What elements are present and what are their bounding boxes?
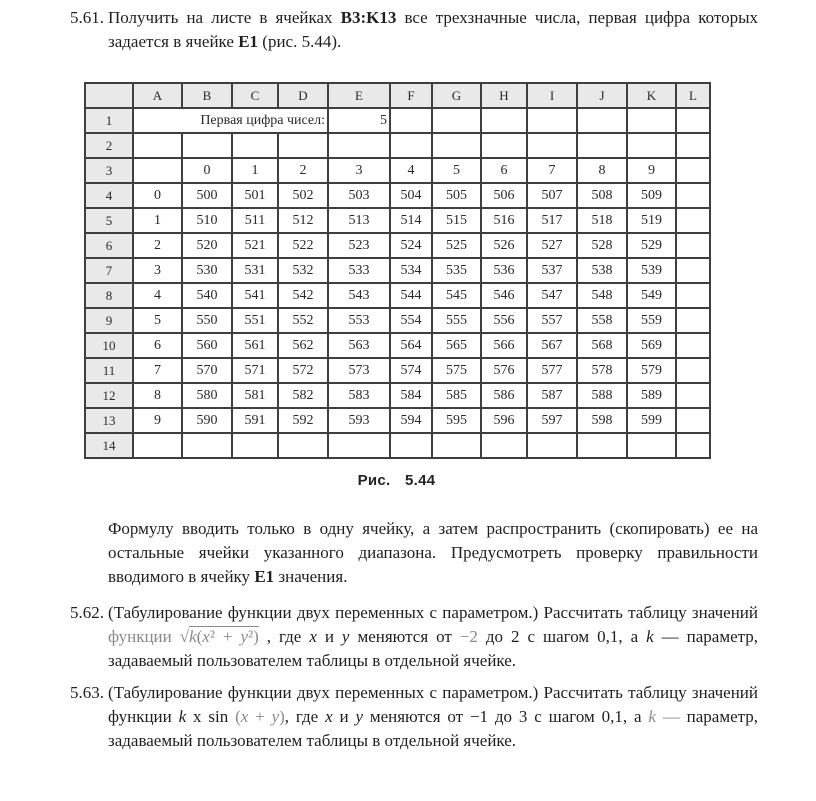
empty-cell: [481, 433, 527, 458]
number-cell: 594: [390, 408, 432, 433]
empty-cell: [676, 208, 710, 233]
column-digit-cell: 2: [278, 158, 328, 183]
number-cell: 522: [278, 233, 328, 258]
number-cell: 519: [627, 208, 676, 233]
number-cell: 599: [627, 408, 676, 433]
column-digit-cell: 8: [577, 158, 627, 183]
number-cell: 530: [182, 258, 232, 283]
number-cell: 502: [278, 183, 328, 208]
empty-cell: [627, 133, 676, 158]
number-cell: 507: [527, 183, 577, 208]
column-header-d: D: [278, 83, 328, 108]
number-cell: 574: [390, 358, 432, 383]
problem-5-61: [70, 6, 758, 54]
column-header-l: L: [676, 83, 710, 108]
row-number: 4: [85, 183, 133, 208]
number-cell: 526: [481, 233, 527, 258]
number-cell: 551: [232, 308, 278, 333]
number-cell: 509: [627, 183, 676, 208]
number-cell: 527: [527, 233, 577, 258]
column-header-g: G: [432, 83, 481, 108]
number-cell: 582: [278, 383, 328, 408]
number-cell: 553: [328, 308, 390, 333]
number-cell: 536: [481, 258, 527, 283]
empty-cell: [232, 133, 278, 158]
number-cell: 569: [627, 333, 676, 358]
sheet-row-6: [85, 233, 710, 258]
column-header-b: B: [182, 83, 232, 108]
number-cell: 568: [577, 333, 627, 358]
empty-cell: [676, 433, 710, 458]
number-cell: 533: [328, 258, 390, 283]
column-header-k: K: [627, 83, 676, 108]
empty-cell: [676, 333, 710, 358]
number-cell: 503: [328, 183, 390, 208]
number-cell: 554: [390, 308, 432, 333]
empty-cell: [182, 433, 232, 458]
row-number: 6: [85, 233, 133, 258]
number-cell: 531: [232, 258, 278, 283]
empty-cell: [278, 133, 328, 158]
number-cell: 501: [232, 183, 278, 208]
number-cell: 592: [278, 408, 328, 433]
spreadsheet-figure: [84, 82, 711, 459]
number-cell: 505: [432, 183, 481, 208]
number-cell: 579: [627, 358, 676, 383]
column-header-f: F: [390, 83, 432, 108]
number-cell: 500: [182, 183, 232, 208]
number-cell: 573: [328, 358, 390, 383]
empty-cell: [527, 108, 577, 133]
row-digit-cell: 4: [133, 283, 182, 308]
problem-number-5-62: 5.62.: [70, 603, 104, 622]
empty-cell: [527, 133, 577, 158]
number-cell: 547: [527, 283, 577, 308]
number-cell: 506: [481, 183, 527, 208]
empty-cell: [328, 133, 390, 158]
row-number: 13: [85, 408, 133, 433]
column-header-h: H: [481, 83, 527, 108]
number-cell: 552: [278, 308, 328, 333]
row-digit-cell: 9: [133, 408, 182, 433]
number-cell: 580: [182, 383, 232, 408]
column-digit-cell: 0: [182, 158, 232, 183]
row-number: 8: [85, 283, 133, 308]
number-cell: 534: [390, 258, 432, 283]
empty-cell: [676, 233, 710, 258]
number-cell: 572: [278, 358, 328, 383]
number-cell: 520: [182, 233, 232, 258]
number-cell: 532: [278, 258, 328, 283]
row-number: 11: [85, 358, 133, 383]
sheet-row-13: [85, 408, 710, 433]
number-cell: 549: [627, 283, 676, 308]
empty-cell: [133, 433, 182, 458]
number-cell: 585: [432, 383, 481, 408]
empty-cell: [390, 108, 432, 133]
number-cell: 548: [577, 283, 627, 308]
number-cell: 558: [577, 308, 627, 333]
number-cell: 510: [182, 208, 232, 233]
row-number: 12: [85, 383, 133, 408]
empty-cell: [182, 133, 232, 158]
number-cell: 557: [527, 308, 577, 333]
number-cell: 508: [577, 183, 627, 208]
number-cell: 528: [577, 233, 627, 258]
number-cell: 524: [390, 233, 432, 258]
row-digit-cell: 7: [133, 358, 182, 383]
number-cell: 514: [390, 208, 432, 233]
empty-cell: [432, 433, 481, 458]
empty-cell: [328, 433, 390, 458]
number-cell: 511: [232, 208, 278, 233]
number-cell: 535: [432, 258, 481, 283]
empty-cell: [481, 133, 527, 158]
column-header-row: [85, 83, 710, 108]
empty-cell: [432, 108, 481, 133]
column-header-j: J: [577, 83, 627, 108]
number-cell: 525: [432, 233, 481, 258]
empty-cell: [676, 158, 710, 183]
empty-cell: [627, 108, 676, 133]
sheet-row-3: [85, 158, 710, 183]
number-cell: 587: [527, 383, 577, 408]
row-digit-cell: 8: [133, 383, 182, 408]
row-digit-cell: 6: [133, 333, 182, 358]
number-cell: 584: [390, 383, 432, 408]
number-cell: 545: [432, 283, 481, 308]
column-header-e: E: [328, 83, 390, 108]
number-cell: 565: [432, 333, 481, 358]
empty-cell: [390, 433, 432, 458]
problem-number-5-61: 5.61.: [70, 8, 104, 27]
number-cell: 577: [527, 358, 577, 383]
empty-cell: [278, 433, 328, 458]
problem-number-5-63: 5.63.: [70, 683, 104, 702]
empty-cell: [133, 133, 182, 158]
number-cell: 596: [481, 408, 527, 433]
sheet-row-9: [85, 308, 710, 333]
column-digit-cell: 3: [328, 158, 390, 183]
column-header-c: C: [232, 83, 278, 108]
number-cell: 544: [390, 283, 432, 308]
number-cell: 521: [232, 233, 278, 258]
row-number: 7: [85, 258, 133, 283]
number-cell: 555: [432, 308, 481, 333]
number-cell: 575: [432, 358, 481, 383]
number-cell: 515: [432, 208, 481, 233]
row-digit-cell: 0: [133, 183, 182, 208]
number-cell: 581: [232, 383, 278, 408]
row-number: 14: [85, 433, 133, 458]
number-cell: 540: [182, 283, 232, 308]
number-cell: 529: [627, 233, 676, 258]
number-cell: 550: [182, 308, 232, 333]
sheet-row-12: [85, 383, 710, 408]
number-cell: 590: [182, 408, 232, 433]
empty-cell: [577, 108, 627, 133]
number-cell: 564: [390, 333, 432, 358]
number-cell: 546: [481, 283, 527, 308]
problem-5-62: [70, 601, 758, 673]
column-digit-cell: 5: [432, 158, 481, 183]
empty-cell: [676, 383, 710, 408]
number-cell: 561: [232, 333, 278, 358]
sheet-row-2: [85, 133, 710, 158]
number-cell: 523: [328, 233, 390, 258]
sheet-row-14: [85, 433, 710, 458]
number-cell: 559: [627, 308, 676, 333]
row-number: 1: [85, 108, 133, 133]
problem-5-63-text: (Табулирование функции двух переменных с параметром.) Рассчитать таблицу значений функции k x sin (x + y), где x и y меняются от −1 до 3 с шагом 0,1, а k — параметр, задаваемый пользователем таблицы в отдельной ячейке.: [108, 683, 759, 750]
number-cell: 595: [432, 408, 481, 433]
problem-5-61-continuation: Формулу вводить только в одну ячейку, а затем распространить (скопировать) ее на остальные ячейки указанного диапазона. Предусмотреть проверку правильности вводимого в ячейку E1 значения.: [108, 519, 758, 586]
corner-cell: [85, 83, 133, 108]
number-cell: 560: [182, 333, 232, 358]
empty-cell: [133, 158, 182, 183]
empty-cell: [432, 133, 481, 158]
number-cell: 538: [577, 258, 627, 283]
number-cell: 593: [328, 408, 390, 433]
number-cell: 591: [232, 408, 278, 433]
number-cell: 537: [527, 258, 577, 283]
column-header-i: I: [527, 83, 577, 108]
empty-cell: [390, 133, 432, 158]
column-header-a: A: [133, 83, 182, 108]
sheet-row-4: [85, 183, 710, 208]
row-number: 10: [85, 333, 133, 358]
sheet-row-8: [85, 283, 710, 308]
number-cell: 556: [481, 308, 527, 333]
empty-cell: [676, 108, 710, 133]
spreadsheet-body: [85, 83, 710, 458]
number-cell: 516: [481, 208, 527, 233]
number-cell: 563: [328, 333, 390, 358]
number-cell: 541: [232, 283, 278, 308]
problem-5-62-text: (Табулирование функции двух переменных с параметром.) Рассчитать таблицу значений функции √k(x² + y²) , где x и y меняются от −2 до 2 с шагом 0,1, а k — параметр, задаваемый пользователем таблицы в отдельной ячейке.: [108, 603, 759, 670]
row-number: 2: [85, 133, 133, 158]
empty-cell: [676, 358, 710, 383]
row-number: 9: [85, 308, 133, 333]
figure-5-44: [84, 82, 758, 489]
number-cell: 518: [577, 208, 627, 233]
number-cell: 513: [328, 208, 390, 233]
number-cell: 566: [481, 333, 527, 358]
sheet-row-7: [85, 258, 710, 283]
empty-cell: [527, 433, 577, 458]
empty-cell: [676, 283, 710, 308]
problem-5-61-text: Получить на листе в ячейках B3:K13 все трехзначные числа, первая цифра которых задается в ячейке E1 (рис. 5.44).: [108, 8, 758, 51]
sheet-row-10: [85, 333, 710, 358]
empty-cell: [481, 108, 527, 133]
empty-cell: [676, 183, 710, 208]
column-digit-cell: 4: [390, 158, 432, 183]
row-number: 3: [85, 158, 133, 183]
empty-cell: [676, 308, 710, 333]
number-cell: 571: [232, 358, 278, 383]
empty-cell: [676, 258, 710, 283]
first-digit-label-cell: Первая цифра чисел:: [133, 108, 328, 133]
number-cell: 578: [577, 358, 627, 383]
column-digit-cell: 7: [527, 158, 577, 183]
empty-cell: [577, 133, 627, 158]
number-cell: 589: [627, 383, 676, 408]
number-cell: 504: [390, 183, 432, 208]
empty-cell: [232, 433, 278, 458]
number-cell: 583: [328, 383, 390, 408]
number-cell: 542: [278, 283, 328, 308]
number-cell: 539: [627, 258, 676, 283]
figure-caption: Рис. 5.44: [357, 472, 436, 489]
row-number: 5: [85, 208, 133, 233]
column-digit-cell: 6: [481, 158, 527, 183]
row-digit-cell: 1: [133, 208, 182, 233]
problem-5-63: [70, 681, 758, 753]
sheet-row-1: [85, 108, 710, 133]
first-digit-value-cell: 5: [328, 108, 390, 133]
row-digit-cell: 5: [133, 308, 182, 333]
row-digit-cell: 2: [133, 233, 182, 258]
column-digit-cell: 1: [232, 158, 278, 183]
empty-cell: [577, 433, 627, 458]
number-cell: 517: [527, 208, 577, 233]
number-cell: 598: [577, 408, 627, 433]
number-cell: 512: [278, 208, 328, 233]
number-cell: 567: [527, 333, 577, 358]
empty-cell: [627, 433, 676, 458]
row-digit-cell: 3: [133, 258, 182, 283]
number-cell: 562: [278, 333, 328, 358]
number-cell: 597: [527, 408, 577, 433]
number-cell: 570: [182, 358, 232, 383]
number-cell: 576: [481, 358, 527, 383]
column-digit-cell: 9: [627, 158, 676, 183]
number-cell: 586: [481, 383, 527, 408]
empty-cell: [676, 133, 710, 158]
number-cell: 588: [577, 383, 627, 408]
sheet-row-11: [85, 358, 710, 383]
number-cell: 543: [328, 283, 390, 308]
sheet-row-5: [85, 208, 710, 233]
empty-cell: [676, 408, 710, 433]
